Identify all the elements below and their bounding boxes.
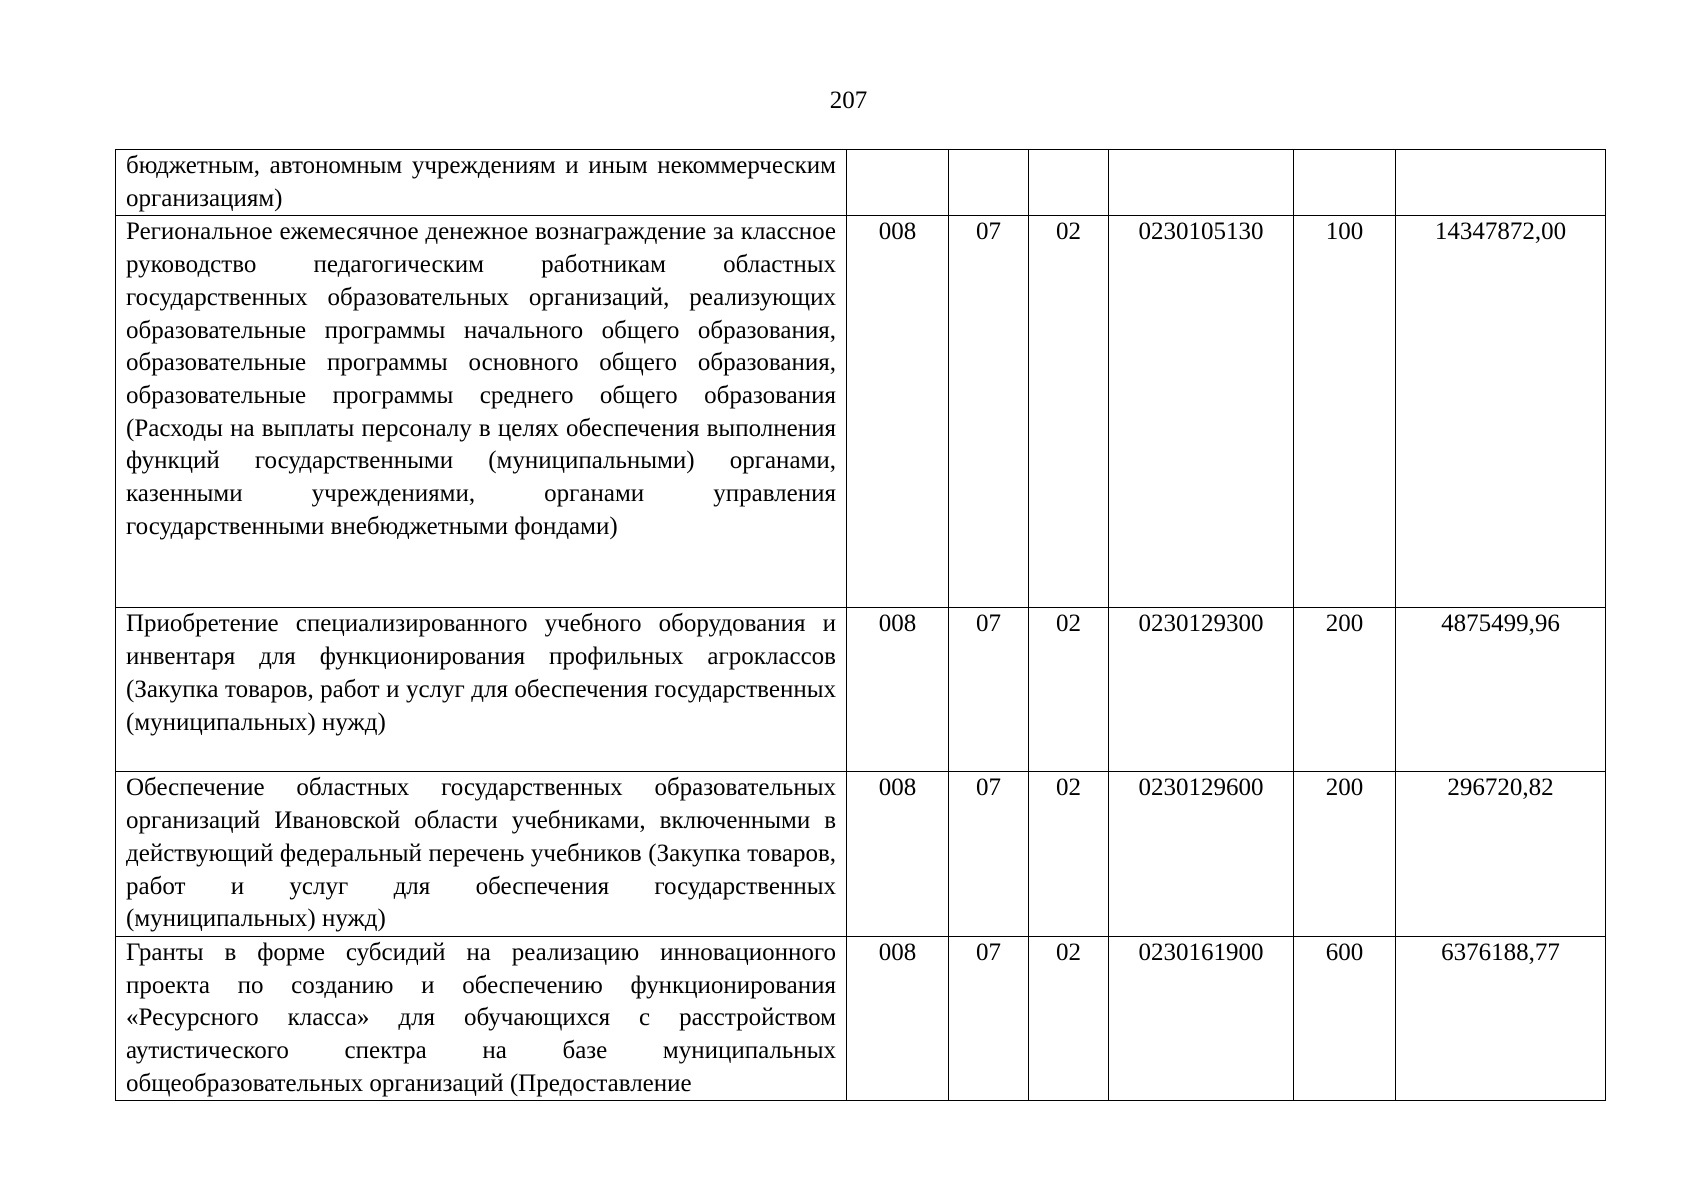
section-code	[949, 150, 1029, 216]
subsection-code	[1029, 150, 1109, 216]
ministry-code: 008	[847, 216, 949, 608]
ministry-code: 008	[847, 608, 949, 772]
page-number: 207	[829, 87, 868, 114]
target-article-code: 0230129300	[1109, 608, 1294, 772]
amount: 6376188,77	[1396, 936, 1606, 1101]
table-row	[116, 772, 1606, 937]
ministry-code: 008	[847, 936, 949, 1101]
budget-table	[115, 149, 1606, 1101]
row-description: Приобретение специализированного учебного оборудования и инвентаря для функционирования профильных агроклассов (Закупка товаров, работ и услуг для обеспечения государственных (муниципальных) нужд)	[116, 608, 847, 772]
row-description: Региональное ежемесячное денежное вознаграждение за классное руководство педагогическим работникам областных государственных образовательных организаций, реализующих образовательные программы начального общего образования, образовательные программы основного общего образования, образовательные программы среднего общего образования (Расходы на выплаты персоналу в целях обеспечения выполнения функций государственными (муниципальными) органами, казенными учреждениями, органами управления государственными внебюджетными фондами)	[116, 216, 847, 608]
table-row	[116, 216, 1606, 608]
amount: 14347872,00	[1396, 216, 1606, 608]
ministry-code: 008	[847, 772, 949, 937]
row-description: Гранты в форме субсидий на реализацию инновационного проекта по созданию и обеспечению функционирования «Ресурсного класса» для обучающихся с расстройством аутистического спектра на базе муниципальных общеобразовательных организаций (Предоставление	[116, 936, 847, 1101]
subsection-code: 02	[1029, 608, 1109, 772]
expense-type-code	[1294, 150, 1396, 216]
section-code: 07	[949, 216, 1029, 608]
amount: 296720,82	[1396, 772, 1606, 937]
expense-type-code: 200	[1294, 772, 1396, 937]
table-row	[116, 936, 1606, 1101]
row-description: Обеспечение областных государственных образовательных организаций Ивановской области учебниками, включенными в действующий федеральный перечень учебников (Закупка товаров, работ и услуг для обеспечения государственных (муниципальных) нужд)	[116, 772, 847, 937]
subsection-code: 02	[1029, 216, 1109, 608]
target-article-code: 0230161900	[1109, 936, 1294, 1101]
table-row	[116, 150, 1606, 216]
target-article-code: 0230105130	[1109, 216, 1294, 608]
target-article-code	[1109, 150, 1294, 216]
target-article-code: 0230129600	[1109, 772, 1294, 937]
expense-type-code: 200	[1294, 608, 1396, 772]
row-description: бюджетным, автономным учреждениям и иным некоммерческим организациям)	[116, 150, 847, 216]
table-row	[116, 608, 1606, 772]
subsection-code: 02	[1029, 772, 1109, 937]
expense-type-code: 100	[1294, 216, 1396, 608]
section-code: 07	[949, 608, 1029, 772]
ministry-code	[847, 150, 949, 216]
amount	[1396, 150, 1606, 216]
section-code: 07	[949, 936, 1029, 1101]
expense-type-code: 600	[1294, 936, 1396, 1101]
amount: 4875499,96	[1396, 608, 1606, 772]
section-code: 07	[949, 772, 1029, 937]
subsection-code: 02	[1029, 936, 1109, 1101]
